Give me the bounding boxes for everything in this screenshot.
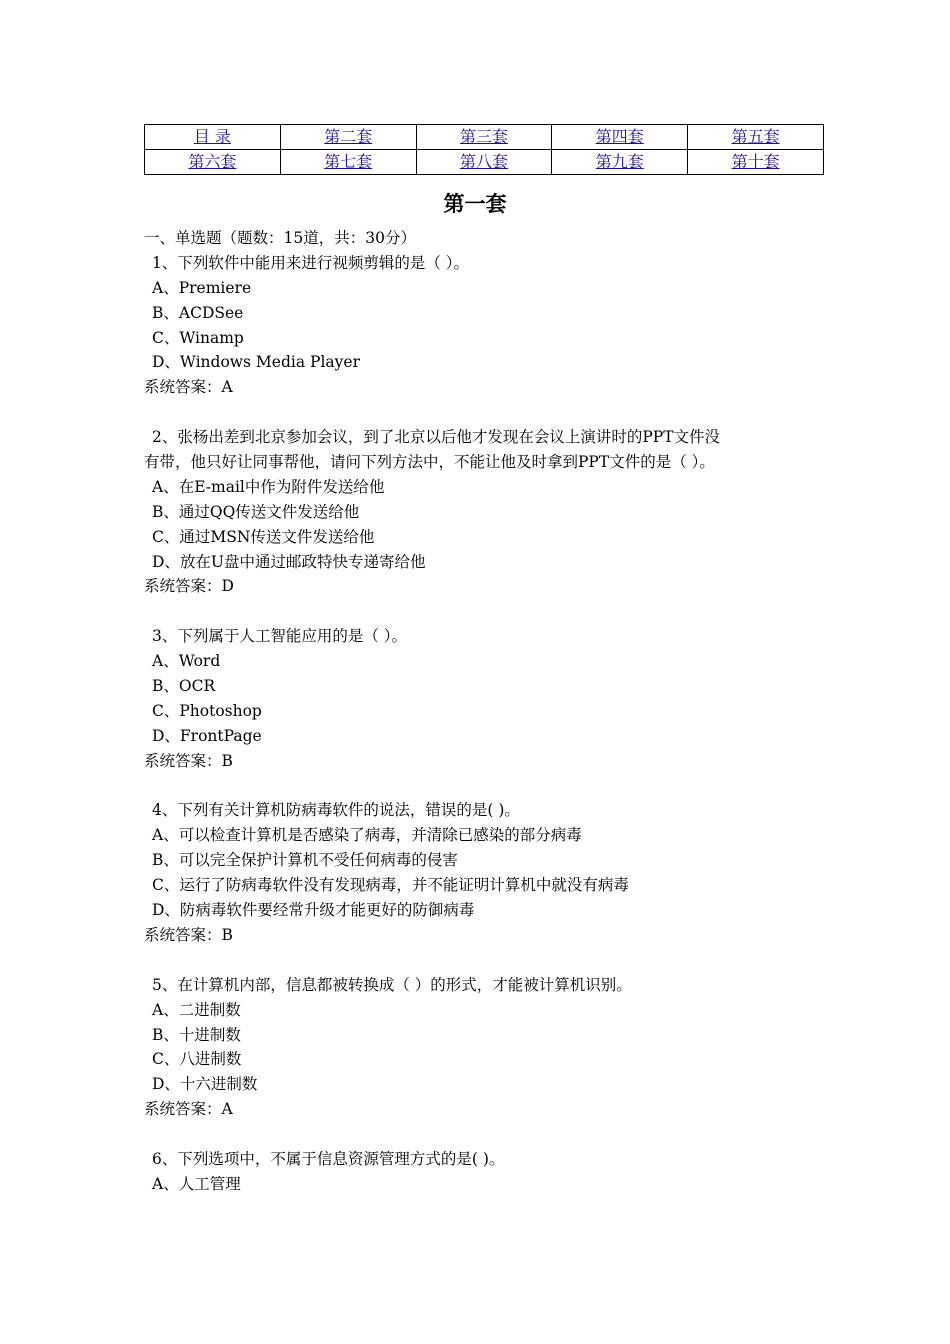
nav-link[interactable]: 第七套 bbox=[324, 152, 373, 171]
answer-option: D、Windows Media Player bbox=[152, 353, 360, 372]
nav-link[interactable]: 第十套 bbox=[731, 152, 780, 171]
answer-option: D、十六进制数 bbox=[152, 1075, 258, 1094]
question-stem: 2、张杨出差到北京参加会议，到了北京以后他才发现在会议上演讲时的PPT文件没 bbox=[152, 428, 721, 447]
nav-cell bbox=[280, 150, 416, 175]
question-stem: 6、下列选项中，不属于信息资源管理方式的是( )。 bbox=[152, 1149, 505, 1168]
question-stem: 5、在计算机内部，信息都被转换成（ ）的形式，才能被计算机识别。 bbox=[152, 975, 632, 994]
answer-option: B、通过QQ传送文件发送给他 bbox=[152, 502, 360, 521]
nav-link[interactable]: 第五套 bbox=[731, 127, 780, 146]
spacer bbox=[144, 400, 824, 425]
answer-option: C、运行了防病毒软件没有发现病毒，并不能证明计算机中就没有病毒 bbox=[152, 876, 629, 895]
answer-option: A、Word bbox=[152, 652, 221, 671]
answer-option: B、十进制数 bbox=[152, 1025, 241, 1044]
system-answer: 系统答案：A bbox=[144, 1100, 233, 1119]
nav-cell bbox=[552, 150, 688, 175]
answer-option: A、在E-mail中作为附件发送给他 bbox=[152, 477, 385, 496]
answer-option: B、OCR bbox=[152, 677, 216, 696]
nav-link[interactable]: 第九套 bbox=[595, 152, 644, 171]
nav-link[interactable]: 目 录 bbox=[193, 127, 231, 146]
answer-option: A、二进制数 bbox=[152, 1000, 241, 1019]
answer-option: C、八进制数 bbox=[152, 1050, 242, 1069]
system-answer: 系统答案：D bbox=[144, 577, 234, 596]
nav-row bbox=[145, 150, 824, 175]
answer-option: D、放在U盘中通过邮政特快专递寄给他 bbox=[152, 552, 426, 571]
nav-cell bbox=[552, 125, 688, 150]
nav-cell bbox=[145, 125, 281, 150]
system-answer: 系统答案：B bbox=[144, 751, 233, 770]
nav-cell bbox=[280, 125, 416, 150]
answer-option: D、防病毒软件要经常升级才能更好的防御病毒 bbox=[152, 901, 475, 920]
answer-option: C、Winamp bbox=[152, 328, 244, 347]
question-stem: 1、下列软件中能用来进行视频剪辑的是（ ）。 bbox=[152, 253, 470, 272]
answer-option: C、通过MSN传送文件发送给他 bbox=[152, 527, 375, 546]
answer-option: A、可以检查计算机是否感染了病毒，并清除已感染的部分病毒 bbox=[152, 826, 582, 845]
nav-cell bbox=[416, 150, 552, 175]
answer-option: C、Photoshop bbox=[152, 701, 262, 720]
question-stem: 有带，他只好让同事帮他，请问下列方法中，不能让他及时拿到PPT文件的是（ ）。 bbox=[144, 453, 715, 472]
nav-link[interactable]: 第四套 bbox=[595, 127, 644, 146]
page-title: 第一套 bbox=[443, 192, 507, 216]
answer-option: A、人工管理 bbox=[152, 1174, 241, 1193]
nav-link[interactable]: 第六套 bbox=[188, 152, 237, 171]
spacer bbox=[144, 774, 824, 799]
nav-link[interactable]: 第二套 bbox=[324, 127, 373, 146]
nav-link[interactable]: 第三套 bbox=[459, 127, 508, 146]
system-answer: 系统答案：A bbox=[144, 378, 233, 397]
answer-option: A、Premiere bbox=[152, 278, 252, 297]
spacer bbox=[144, 599, 824, 624]
question-stem: 3、下列属于人工智能应用的是（ ）。 bbox=[152, 627, 408, 646]
nav-cell bbox=[145, 150, 281, 175]
nav-cell bbox=[416, 125, 552, 150]
answer-option: D、FrontPage bbox=[152, 726, 262, 745]
answer-option: B、可以完全保护计算机不受任何病毒的侵害 bbox=[152, 851, 458, 870]
system-answer: 系统答案：B bbox=[144, 925, 233, 944]
spacer bbox=[144, 1122, 824, 1147]
nav-link[interactable]: 第八套 bbox=[459, 152, 508, 171]
answer-option: B、ACDSee bbox=[152, 303, 244, 322]
nav-cell bbox=[688, 150, 824, 175]
nav-cell bbox=[688, 125, 824, 150]
question-stem: 4、下列有关计算机防病毒软件的说法，错误的是( )。 bbox=[152, 801, 520, 820]
set-navigation-table bbox=[144, 124, 824, 175]
question-content bbox=[144, 226, 824, 1197]
nav-row bbox=[145, 125, 824, 150]
section-heading: 一、单选题（题数：15道，共：30分） bbox=[144, 229, 416, 247]
spacer bbox=[144, 948, 824, 973]
